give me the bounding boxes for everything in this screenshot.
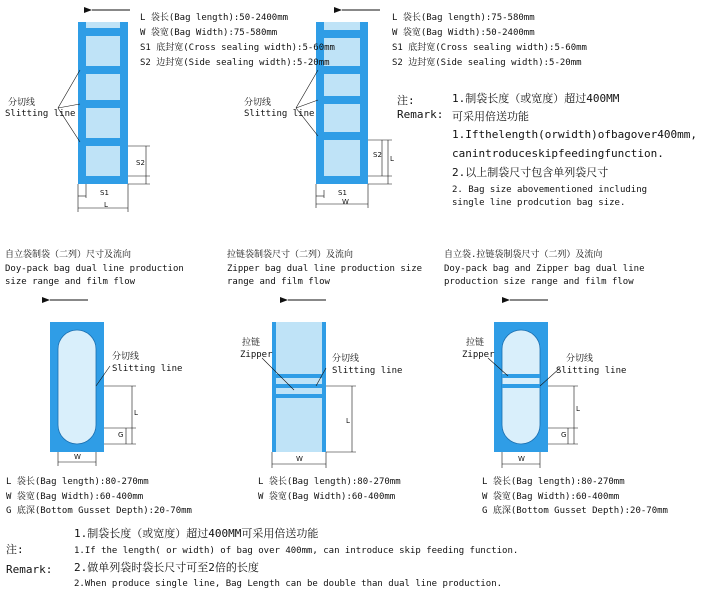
dim-label-w: W: [74, 453, 81, 461]
film-top-left: [78, 22, 128, 184]
panel-title-cn: 自立袋.拉链袋制袋尺寸（二列）及流向: [444, 250, 603, 260]
panel-title-en: size range and film flow: [5, 277, 136, 287]
spec-line: S1 底封宽(Cross sealing width):5-60mm: [140, 43, 335, 53]
remark-line: single line prodcution bag size.: [452, 198, 626, 208]
zipper-label-en: Zipper: [240, 350, 273, 360]
dim-label-w: W: [296, 455, 303, 463]
panel-title-cn: 拉链袋制袋尺寸（二列）及流向: [227, 250, 354, 260]
spec-line: S1 底封宽(Cross sealing width):5-60mm: [392, 43, 587, 53]
panel-title-en: range and film flow: [227, 277, 330, 287]
remark-line: 2. Bag size abovementioned including: [452, 185, 648, 195]
remark-line: canintroduceskipfeedingfunction.: [452, 147, 664, 160]
slitting-label-cn: 分切线: [112, 352, 140, 362]
remark-line: 2.做单列袋时袋长尺寸可至2倍的长度: [74, 561, 259, 574]
remark-line: 可采用倍送功能: [452, 110, 529, 123]
zipper-label-en: Zipper: [462, 350, 495, 360]
spec-line: L 袋长(Bag length):80-270mm: [258, 477, 401, 487]
spec-line: L 袋长(Bag length):50-2400mm: [140, 13, 289, 23]
dim-label-l: L: [576, 405, 580, 413]
panel-title-en: Zipper bag dual line production size: [227, 264, 423, 274]
slitting-label-cn: 分切线: [8, 98, 36, 108]
remark-label-cn: 注:: [6, 543, 24, 556]
slitting-label-en: Slitting line: [112, 364, 183, 374]
remark-line: 2.以上制袋尺寸包含单列袋尺寸: [452, 166, 609, 179]
panel-title-en: production size range and film flow: [444, 277, 634, 287]
spec-line: S2 边封宽(Side sealing width):5-20mm: [140, 58, 330, 68]
dim-label-g: G: [561, 431, 567, 439]
spec-line: L 袋长(Bag length):80-270mm: [482, 477, 625, 487]
spec-line: L 袋长(Bag length):80-270mm: [6, 477, 149, 487]
slitting-pointer: [58, 70, 80, 142]
remark-line: 1.制袋长度（或宽度）超过400MM可采用倍送功能: [74, 527, 319, 540]
spec-line: W 袋宽(Bag Width):75-580mm: [140, 28, 278, 38]
slitting-label-en: Slitting line: [556, 366, 627, 376]
remark-label-en: Remark:: [397, 108, 444, 121]
dim-label-s1: S1: [100, 189, 109, 197]
slitting-label-en: Slitting line: [244, 109, 315, 119]
zipper-film: [272, 322, 326, 452]
spec-line: W 袋宽(Bag Width):60-400mm: [258, 492, 396, 502]
slitting-label-cn: 分切线: [566, 354, 594, 364]
spec-line: W 袋宽(Bag Width):50-2400mm: [392, 28, 535, 38]
dim-label-s2: S2: [373, 151, 382, 159]
remark-line: 1.Ifthelength(orwidth)ofbagover400mm,: [452, 128, 698, 141]
dim-label-s2: S2: [136, 159, 145, 167]
zipper-label-cn: 拉链: [466, 338, 485, 348]
slitting-label-en: Slitting line: [5, 109, 76, 119]
slitting-pointer: [296, 70, 318, 136]
remark-line: 1.If the length( or width) of bag over 400mm, can introduce skip feeding function.: [74, 546, 519, 556]
dim-label-l: L: [346, 417, 350, 425]
panel-title-cn: 自立袋制袋（二列）尺寸及流向: [5, 250, 132, 260]
dim-label-s1: S1: [338, 189, 347, 197]
dim-label-l: L: [134, 409, 138, 417]
remark-label-en: Remark:: [6, 563, 53, 576]
slitting-label-cn: 分切线: [332, 354, 360, 364]
spec-line: S2 边封宽(Side sealing width):5-20mm: [392, 58, 582, 68]
spec-line: W 袋宽(Bag Width):60-400mm: [6, 492, 144, 502]
doypack-film: [50, 322, 104, 452]
spec-line: L 袋长(Bag length):75-580mm: [392, 13, 535, 23]
spec-line: G 底深(Bottom Gusset Depth):20-70mm: [482, 506, 668, 516]
remark-line: 2.When produce single line, Bag Length can be double than dual line production.: [74, 579, 503, 589]
dim-label-w: W: [342, 198, 349, 206]
dim-label-l: L: [104, 201, 108, 209]
slitting-label-en: Slitting line: [332, 366, 403, 376]
spec-line: G 底深(Bottom Gusset Depth):20-70mm: [6, 506, 192, 516]
dim-label-l: L: [390, 155, 394, 163]
zipper-label-cn: 拉链: [242, 338, 261, 348]
panel-title-en: Doy-pack bag and Zipper bag dual line: [444, 264, 645, 274]
dim-label-w: W: [518, 455, 525, 463]
slitting-label-cn: 分切线: [244, 98, 272, 108]
spec-line: W 袋宽(Bag Width):60-400mm: [482, 492, 620, 502]
doypack-zipper-film: [494, 322, 548, 452]
remark-line: 1.制袋长度（或宽度）超过400MM: [452, 92, 620, 105]
panel-title-en: Doy-pack bag dual line production: [5, 264, 184, 274]
remark-label-cn: 注:: [397, 94, 415, 107]
dim-label-g: G: [118, 431, 124, 439]
